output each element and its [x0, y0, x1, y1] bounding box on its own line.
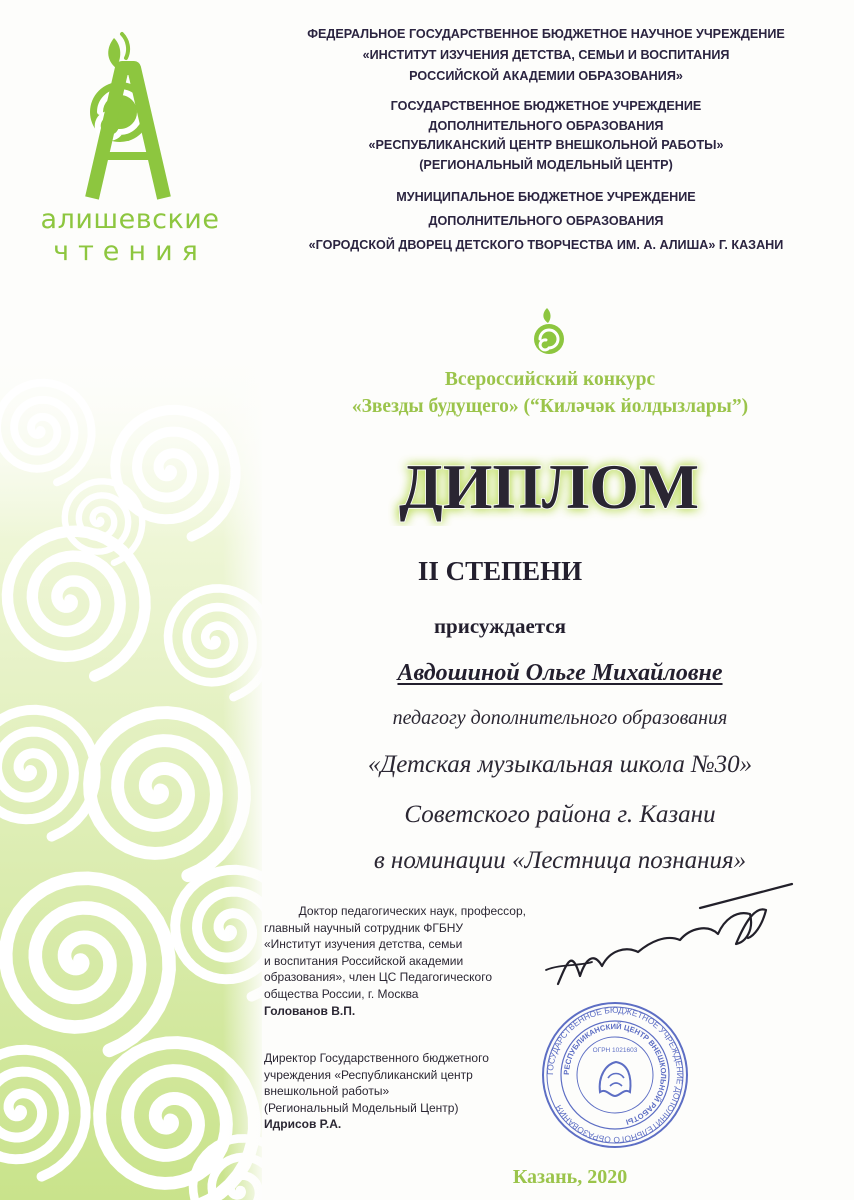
- diploma-degree: II СТЕПЕНИ: [417, 556, 583, 586]
- organizations-header: [286, 24, 806, 267]
- seal-outer-text: ГОСУДАРСТВЕННОЕ БЮДЖЕТНОЕ УЧРЕЖДЕНИЕ ДОПОЛНИТЕЛЬНОГО ОБРАЗОВАНИЯ: [544, 1004, 686, 1146]
- awarded-label: присуждается: [433, 614, 567, 638]
- apple-spiral-icon: [529, 306, 569, 356]
- place-and-year: Казань, 2020: [512, 1166, 628, 1188]
- organization-2: [286, 97, 806, 175]
- seal-ogrn: ОГРН 1021603: [592, 1047, 638, 1054]
- signatory-name: Голованов В.П.: [264, 1003, 356, 1018]
- district-line: Советского района г. Казани: [404, 801, 716, 828]
- signatory-title-line: и воспитания Российской академии: [264, 953, 464, 968]
- apple-a-logo-icon: [30, 28, 230, 208]
- signatory-title-line: образования», член ЦС Педагогического: [264, 970, 492, 985]
- seal-inner-text: РЕСПУБЛИКАНСКИЙ ЦЕНТР ВНЕШКОЛЬНОЙ РАБОТЫ: [561, 1021, 669, 1127]
- signatory-title-line: Директор Государственного бюджетного: [264, 1051, 489, 1065]
- org1-line: РОССИЙСКОЙ АКАДЕМИИ ОБРАЗОВАНИЯ»: [409, 69, 683, 83]
- diploma-title-text: ДИПЛОМ: [399, 451, 699, 522]
- logo-word-chteniya: чтения: [53, 236, 207, 267]
- contest-line-1: Всероссийский конкурс: [444, 369, 656, 390]
- signatory-name: Идрисов Р.А.: [264, 1117, 342, 1132]
- recipient-position: педагогу дополнительного образования: [392, 707, 728, 729]
- diploma-title: [388, 446, 710, 526]
- signatory-title-line: общества России, г. Москва: [264, 986, 419, 1001]
- recipient-name: Авдошиной Ольге Михайловне: [397, 660, 723, 686]
- school-name: «Детская музыкальная школа №30»: [367, 751, 753, 778]
- org3-line: «ГОРОДСКОЙ ДВОРЕЦ ДЕТСКОГО ТВОРЧЕСТВА ИМ. А. АЛИША» Г. КАЗАНИ: [308, 238, 784, 252]
- org2-line: (РЕГИОНАЛЬНЫЙ МОДЕЛЬНЫЙ ЦЕНТР): [419, 157, 673, 172]
- org2-line: ГОСУДАРСТВЕННОЕ БЮДЖЕТНОЕ УЧРЕЖДЕНИЕ: [390, 99, 702, 113]
- organization-1: [286, 24, 806, 87]
- contest-name: [270, 366, 830, 420]
- org3-line: МУНИЦИПАЛЬНОЕ БЮДЖЕТНОЕ УЧРЕЖДЕНИЕ: [396, 190, 696, 204]
- signatory-title-line: (Региональный Модельный Центр): [264, 1100, 459, 1115]
- nomination-line: в номинации «Лестница познания»: [373, 847, 747, 874]
- org1-line: ФЕДЕРАЛЬНОЕ ГОСУДАРСТВЕННОЕ БЮДЖЕТНОЕ НАУЧНОЕ УЧРЕЖДЕНИЕ: [307, 27, 785, 41]
- signatory-title-line: внешкольной работы»: [264, 1084, 390, 1099]
- org3-line: ДОПОЛНИТЕЛЬНОГО ОБРАЗОВАНИЯ: [428, 214, 664, 228]
- logo-word-alishevskie: алишевские: [40, 204, 220, 235]
- org2-line: ДОПОЛНИТЕЛЬНОГО ОБРАЗОВАНИЯ: [428, 118, 664, 133]
- signatory-idrisov: [258, 1050, 544, 1133]
- signatory-title-line: главный научный сотрудник ФГБНУ: [264, 920, 464, 935]
- contest-line-2: «Звезды будущего» (“Киләчәк йолдызлары”): [351, 396, 749, 417]
- signatory-title-line: «Институт изучения детства, семьи: [264, 937, 463, 952]
- organization-3: [286, 185, 806, 257]
- alishevskie-chteniya-logo: [30, 28, 230, 268]
- signatory-title-line: Доктор педагогических наук, профессор,: [298, 904, 526, 918]
- signatory-title-line: учреждения «Республиканский центр: [264, 1067, 473, 1082]
- org1-line: «ИНСТИТУТ ИЗУЧЕНИЯ ДЕТСТВА, СЕМЬИ И ВОСПИТАНИЯ: [362, 48, 730, 62]
- signatory-golovanov: [258, 903, 526, 1019]
- handwritten-signature: [540, 880, 810, 990]
- official-seal-stamp: [540, 1000, 690, 1150]
- org2-line: «РЕСПУБЛИКАНСКИЙ ЦЕНТР ВНЕШКОЛЬНОЙ РАБОТЫ»: [368, 138, 724, 152]
